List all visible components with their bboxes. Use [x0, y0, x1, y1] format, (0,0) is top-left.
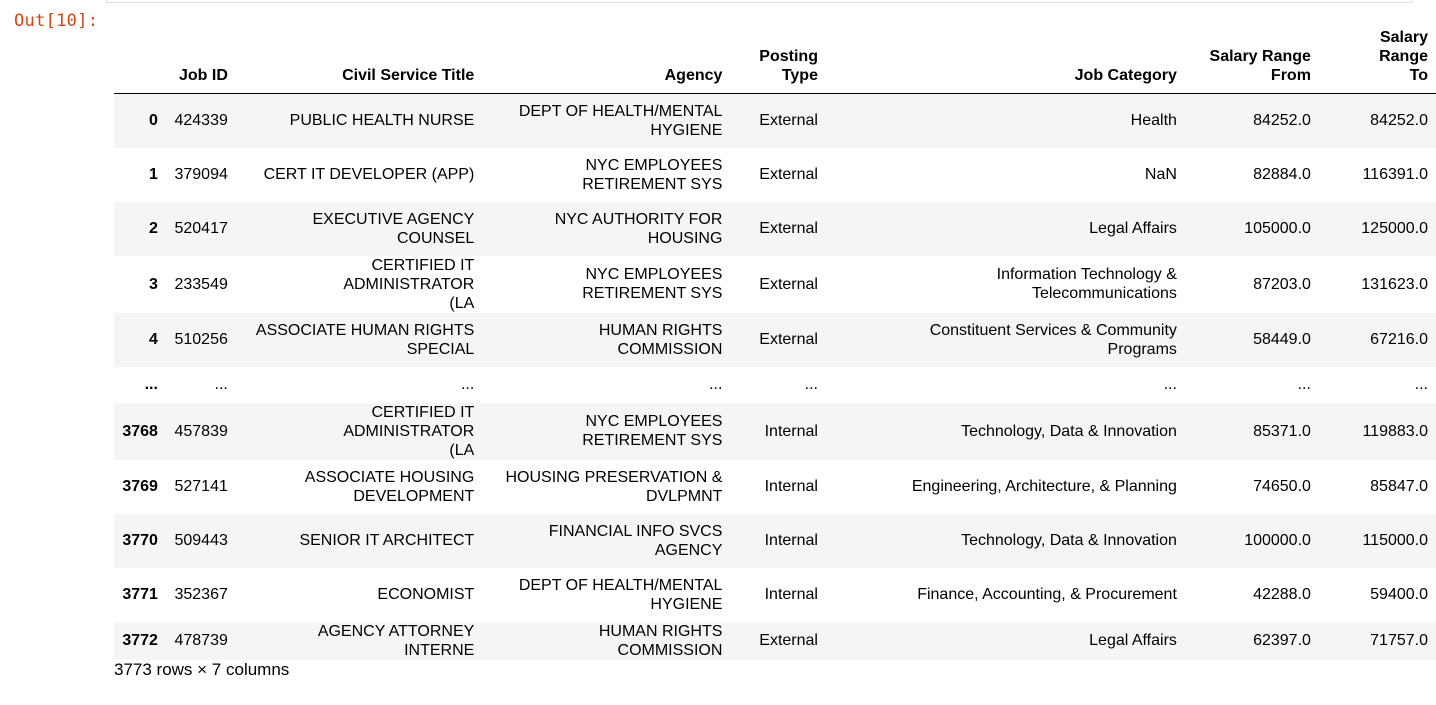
column-header-salary-range-from-line2: From [1270, 67, 1311, 84]
cell-civil-service-title-line: COUNSEL [396, 229, 475, 247]
cell-civil-service-title [236, 568, 482, 622]
cell-posting-type: External [759, 632, 818, 649]
column-header-salary-range-from [1185, 28, 1319, 94]
cell-civil-service-title-line: SPECIAL [406, 340, 475, 358]
column-header-salary-range-to [1319, 28, 1436, 94]
cell-job-category-line: Constituent Services & Community [929, 321, 1177, 339]
cell-posting-type: External [759, 220, 818, 237]
row-index: 3772 [122, 632, 158, 649]
cell-civil-service-title-line: CERTIFIED IT ADMINISTRATOR [343, 256, 475, 293]
cell-salary-range-from: 62397.0 [1253, 632, 1311, 649]
cell-civil-service-title [236, 403, 482, 460]
cell-salary-range-to: 71757.0 [1370, 632, 1428, 649]
cell-agency-line: HOUSING PRESERVATION & [505, 468, 723, 486]
cell-job-category-line: Information Technology & [996, 266, 1177, 283]
cell-posting-type: Internal [764, 586, 818, 603]
row-index: 3770 [122, 532, 158, 549]
cell-agency-line: DEPT OF HEALTH/MENTAL [518, 576, 723, 594]
cell-job-category-line: Telecommunications [1031, 285, 1177, 302]
cell-job-category-line: Legal Affairs [1089, 220, 1177, 237]
cell-salary-range-from: 82884.0 [1253, 166, 1311, 183]
output-prompt: Out[10]: [14, 11, 99, 31]
cell-agency-line: HYGIENE [650, 595, 723, 613]
table-row [114, 313, 1436, 367]
cell-civil-service-title-line: EXECUTIVE AGENCY [312, 210, 475, 228]
cell-civil-service-title [236, 202, 482, 256]
cell-salary-range-from: 87203.0 [1253, 275, 1311, 293]
cell-civil-service-title-line: (LA [449, 294, 475, 312]
cell-posting-type: External [759, 166, 818, 183]
cell-agency [482, 202, 730, 256]
cell-agency [482, 460, 730, 514]
cell-job-category-line: Engineering, Architecture, & Planning [911, 478, 1177, 495]
cell-posting-type: Internal [764, 532, 818, 549]
cell-agency-line: HUMAN RIGHTS COMMISSION [598, 321, 723, 358]
cell-civil-service-title [236, 622, 482, 660]
cell-agency [482, 403, 730, 460]
column-header-salary-range-to-line1: Salary Range [1379, 29, 1428, 65]
row-index: 3771 [122, 586, 158, 603]
dataframe-table [114, 28, 1436, 660]
column-header-agency: Agency [664, 67, 723, 84]
cell-salary-range-to: 116391.0 [1362, 166, 1428, 183]
index-header [114, 28, 166, 94]
cell-job-id: 478739 [174, 632, 228, 649]
cell-posting-type: External [759, 331, 818, 348]
cell-agency-line: NYC AUTHORITY FOR [554, 210, 723, 228]
cell-agency-line: RETIREMENT SYS [582, 285, 723, 302]
previous-cell-border [106, 0, 1412, 3]
cell-civil-service-title [236, 94, 482, 148]
cell-posting-type: Internal [764, 422, 818, 440]
cell-job-category-line: Legal Affairs [1089, 632, 1177, 649]
cell-civil-service-title-line: DEVELOPMENT [353, 487, 475, 505]
header-row [114, 28, 1436, 94]
cell-job-category-line: Programs [1107, 340, 1177, 358]
cell-salary-range-from: 105000.0 [1244, 220, 1311, 237]
cell-salary-range-to: 85847.0 [1370, 478, 1428, 495]
row-index: 4 [149, 331, 158, 348]
cell-salary-range-from: ... [1297, 376, 1311, 393]
table-row [114, 460, 1436, 514]
dataframe-shape-summary: 3773 rows × 7 columns [114, 660, 290, 679]
cell-agency [482, 256, 730, 313]
cell-job-category [826, 568, 1185, 622]
cell-agency [482, 622, 730, 660]
cell-civil-service-title-line: PUBLIC HEALTH NURSE [289, 112, 475, 130]
cell-posting-type: External [759, 112, 818, 130]
cell-civil-service-title-line: SENIOR IT ARCHITECT [299, 532, 475, 549]
cell-job-category [826, 313, 1185, 367]
cell-agency-line: NYC EMPLOYEES [585, 266, 723, 283]
column-header-job-id: Job ID [178, 67, 228, 84]
cell-civil-service-title [236, 367, 482, 403]
cell-job-category [826, 514, 1185, 568]
table-row [114, 148, 1436, 202]
cell-job-category [826, 460, 1185, 514]
cell-agency-line: RETIREMENT SYS [582, 432, 723, 449]
row-index: 2 [149, 220, 158, 237]
cell-job-id: 424339 [174, 112, 228, 130]
cell-job-category-line: Technology, Data & Innovation [961, 422, 1177, 440]
cell-job-id: 527141 [174, 478, 228, 495]
table-row [114, 403, 1436, 460]
cell-job-id: 509443 [174, 532, 228, 549]
cell-job-category [826, 622, 1185, 660]
cell-job-category [826, 403, 1185, 460]
cell-salary-range-from: 74650.0 [1253, 478, 1311, 495]
cell-civil-service-title [236, 256, 482, 313]
table-row [114, 568, 1436, 622]
cell-civil-service-title [236, 148, 482, 202]
table-row [114, 202, 1436, 256]
row-index: 3768 [122, 422, 158, 440]
cell-job-id: 510256 [174, 331, 228, 348]
cell-agency [482, 568, 730, 622]
cell-civil-service-title-line: ASSOCIATE HOUSING [304, 468, 475, 486]
dataframe-output [114, 28, 1436, 660]
cell-job-category-line: Finance, Accounting, & Procurement [917, 586, 1177, 603]
row-index: 3 [149, 275, 158, 293]
cell-agency-line: NYC EMPLOYEES [585, 413, 723, 430]
cell-civil-service-title [236, 514, 482, 568]
cell-agency [482, 94, 730, 148]
cell-salary-range-to: 67216.0 [1370, 331, 1428, 348]
cell-agency-line: FINANCIAL INFO SVCS [548, 522, 723, 540]
cell-salary-range-to: 59400.0 [1370, 586, 1428, 603]
cell-agency-line: AGENCY [654, 541, 723, 559]
cell-posting-type: ... [804, 376, 818, 393]
cell-agency [482, 313, 730, 367]
cell-salary-range-to: 84252.0 [1370, 112, 1428, 130]
cell-job-id: 520417 [174, 220, 228, 237]
cell-agency-line: ... [709, 376, 723, 393]
cell-job-category [826, 148, 1185, 202]
cell-job-category-line: Technology, Data & Innovation [961, 532, 1177, 549]
table-row [114, 367, 1436, 403]
cell-job-id: 233549 [174, 275, 228, 293]
column-header-civil-service-title: Civil Service Title [342, 67, 475, 84]
cell-job-id: ... [214, 376, 228, 393]
cell-salary-range-from: 85371.0 [1253, 422, 1311, 440]
cell-agency-line: RETIREMENT SYS [582, 175, 723, 193]
cell-agency [482, 148, 730, 202]
row-index: ... [144, 376, 158, 393]
cell-salary-range-to: 115000.0 [1362, 532, 1428, 549]
cell-job-category [826, 367, 1185, 403]
cell-civil-service-title [236, 460, 482, 514]
cell-job-id: 457839 [174, 422, 228, 440]
cell-job-category [826, 256, 1185, 313]
cell-job-category-line: ... [1163, 376, 1177, 393]
cell-salary-range-to: ... [1414, 376, 1428, 393]
column-header-salary-range-from-line1: Salary Range [1209, 48, 1311, 65]
column-header-posting-type-line2: Type [781, 67, 818, 84]
table-row [114, 256, 1436, 313]
column-header-job-category: Job Category [1074, 67, 1177, 84]
column-header-salary-range-to-line2: To [1409, 67, 1428, 84]
cell-job-category-line: Health [1130, 112, 1177, 130]
cell-civil-service-title-line: ASSOCIATE HUMAN RIGHTS [255, 321, 475, 339]
table-row [114, 622, 1436, 660]
row-index: 1 [149, 166, 158, 183]
column-header-posting-type [730, 28, 826, 94]
cell-civil-service-title [236, 313, 482, 367]
cell-job-id: 379094 [174, 166, 228, 183]
cell-civil-service-title-line: (LA [449, 441, 475, 459]
row-index: 0 [149, 112, 158, 130]
cell-civil-service-title-line: CERT IT DEVELOPER (APP) [263, 166, 475, 183]
cell-civil-service-title-line: ECONOMIST [377, 586, 475, 603]
cell-agency-line: NYC EMPLOYEES [585, 156, 723, 174]
cell-salary-range-from: 58449.0 [1253, 331, 1311, 348]
cell-civil-service-title-line: CERTIFIED IT ADMINISTRATOR [343, 403, 475, 440]
cell-salary-range-from: 84252.0 [1253, 112, 1311, 130]
table-body [114, 94, 1436, 660]
cell-agency-line: HOUSING [647, 229, 723, 247]
cell-agency-line: HUMAN RIGHTS COMMISSION [598, 622, 723, 659]
cell-agency [482, 367, 730, 403]
cell-salary-range-to: 119883.0 [1362, 422, 1428, 440]
cell-posting-type: External [759, 275, 818, 293]
cell-salary-range-from: 42288.0 [1253, 586, 1311, 603]
cell-job-id: 352367 [174, 586, 228, 603]
cell-job-category [826, 202, 1185, 256]
cell-agency-line: DVLPMNT [645, 487, 723, 505]
cell-salary-range-to: 125000.0 [1361, 220, 1428, 237]
cell-salary-range-to: 131623.0 [1361, 275, 1428, 293]
row-index: 3769 [122, 478, 158, 495]
cell-civil-service-title-line: ... [460, 376, 475, 393]
cell-salary-range-from: 100000.0 [1244, 532, 1311, 549]
table-row [114, 94, 1436, 148]
cell-civil-service-title-line: AGENCY ATTORNEY INTERNE [317, 622, 475, 659]
cell-agency-line: HYGIENE [650, 121, 723, 139]
cell-agency-line: DEPT OF HEALTH/MENTAL [518, 102, 723, 120]
column-header-posting-type-line1: Posting [759, 48, 818, 65]
cell-job-category [826, 94, 1185, 148]
cell-agency [482, 514, 730, 568]
cell-posting-type: Internal [764, 478, 818, 495]
table-row [114, 514, 1436, 568]
cell-job-category-line: NaN [1144, 166, 1177, 183]
